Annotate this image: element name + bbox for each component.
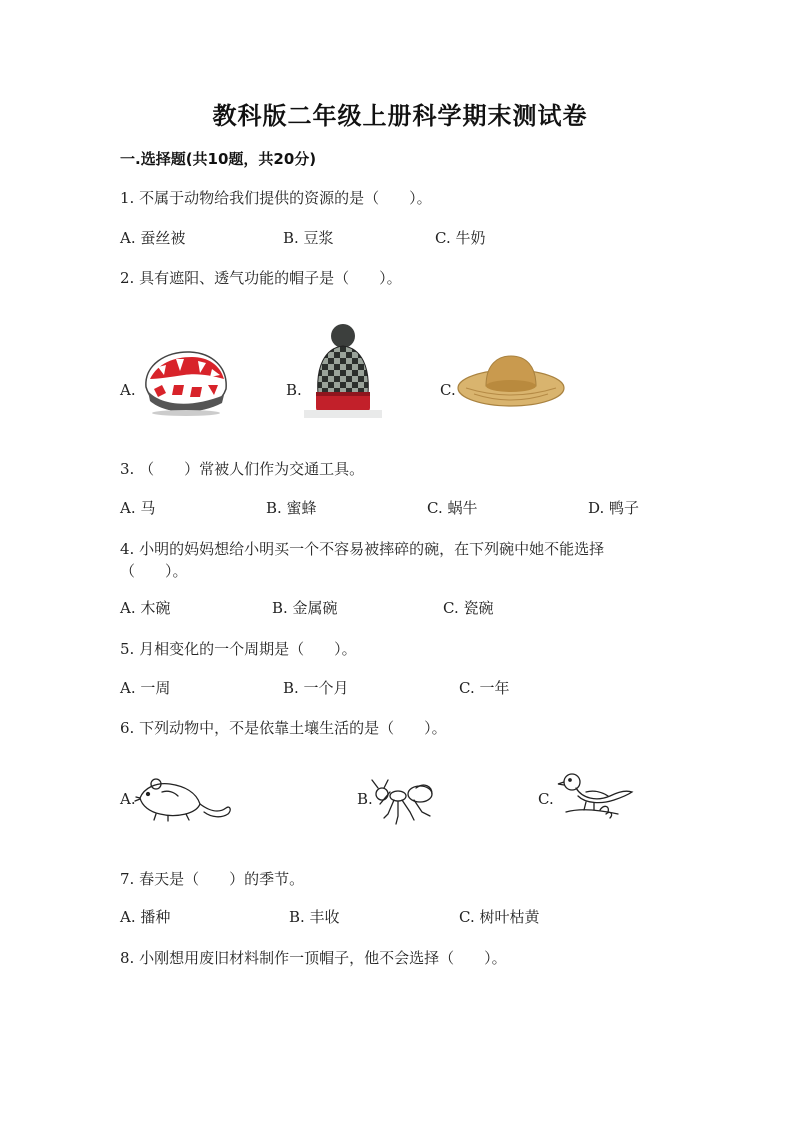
- q2-option-b: B.: [286, 381, 302, 399]
- question-4-line-2: （ ）。: [120, 562, 188, 580]
- q4-option-b: B. 金属碗: [272, 599, 338, 617]
- bike-helmet-image: [140, 345, 232, 417]
- q6-option-a: A.: [120, 790, 136, 808]
- q6-option-b: B.: [357, 790, 373, 808]
- q7-option-b: B. 丰收: [289, 908, 340, 926]
- straw-hat-image: [456, 352, 566, 410]
- question-3: 3. （ ）常被人们作为交通工具。: [120, 460, 365, 478]
- q2-option-a: A.: [120, 381, 136, 399]
- question-1: 1. 不属于动物给我们提供的资源的是（ ）。: [120, 189, 432, 207]
- q7-option-a: A. 播种: [120, 908, 171, 926]
- mouse-image: [134, 774, 236, 824]
- q3-option-b: B. 蜜蜂: [266, 499, 317, 517]
- ant-image: [370, 778, 440, 828]
- question-6: 6. 下列动物中，不是依靠土壤生活的是（ ）。: [120, 719, 447, 737]
- q5-option-a: A. 一周: [120, 679, 171, 697]
- q4-option-a: A. 木碗: [120, 599, 171, 617]
- q5-option-b: B. 一个月: [283, 679, 349, 697]
- q6-option-c: C.: [538, 790, 554, 808]
- q2-option-c: C.: [440, 381, 456, 399]
- q5-option-c: C. 一年: [459, 679, 510, 697]
- question-8: 8. 小刚想用废旧材料制作一顶帽子，他不会选择（ ）。: [120, 949, 507, 967]
- section-heading: 一.选择题(共10题，共20分): [120, 150, 317, 168]
- q1-option-a: A. 蚕丝被: [120, 229, 186, 247]
- question-4-line-1: 4. 小明的妈妈想给小明买一个不容易被摔碎的碗，在下列碗中她不能选择: [120, 540, 605, 558]
- q1-option-c: C. 牛奶: [435, 229, 486, 247]
- question-2: 2. 具有遮阳、透气功能的帽子是（ ）。: [120, 269, 402, 287]
- beanie-hat-image: [304, 322, 382, 418]
- q3-option-d: D. 鸭子: [588, 499, 640, 517]
- q3-option-c: C. 蜗牛: [427, 499, 478, 517]
- question-7: 7. 春天是（ ）的季节。: [120, 870, 305, 888]
- q7-option-c: C. 树叶枯黄: [459, 908, 540, 926]
- q1-option-b: B. 豆浆: [283, 229, 334, 247]
- bird-image: [556, 770, 634, 822]
- q3-option-a: A. 马: [120, 499, 156, 517]
- page-title: 教科版二年级上册科学期末测试卷: [212, 102, 588, 130]
- q4-option-c: C. 瓷碗: [443, 599, 494, 617]
- question-5: 5. 月相变化的一个周期是（ ）。: [120, 640, 357, 658]
